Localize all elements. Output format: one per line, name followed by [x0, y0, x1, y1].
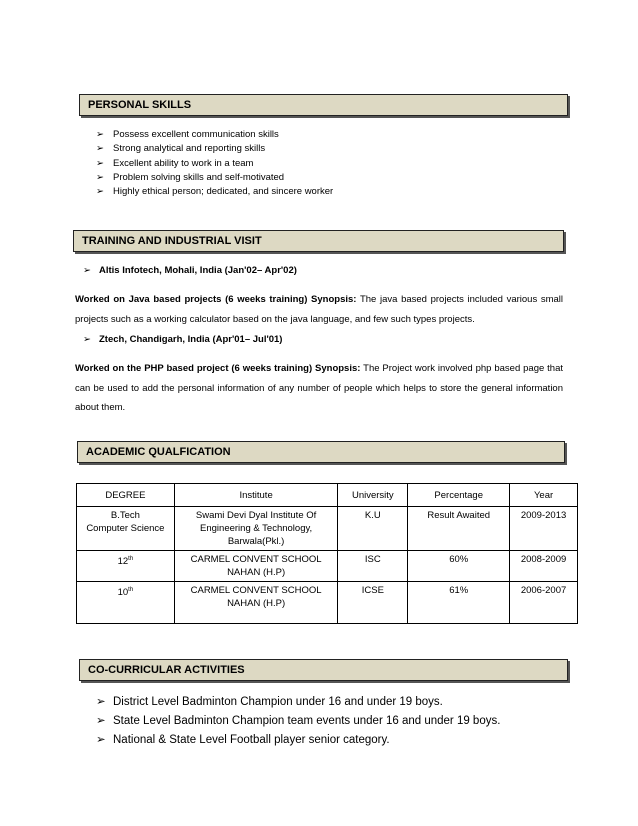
percentage-cell: 60%	[408, 551, 510, 582]
institute-cell: CARMEL CONVENT SCHOOL NAHAN (H.P)	[174, 551, 338, 582]
table-row	[77, 582, 578, 624]
list-item: ➢ Possess excellent communication skills	[96, 128, 556, 142]
arrow-bullet-icon: ➢	[96, 734, 106, 746]
university-cell: K.U	[338, 507, 408, 551]
table-row	[77, 551, 578, 582]
training-description-1	[75, 290, 563, 329]
training-org-1: ➢ Altis Infotech, Mohali, India (Jan'02– Apr'02)	[83, 265, 297, 276]
table-row	[77, 507, 578, 551]
column-header: Institute	[174, 484, 338, 507]
co-curricular-heading: CO-CURRICULAR ACTIVITIES	[79, 659, 568, 681]
year-cell: 2009-2013	[510, 507, 578, 551]
university-cell: ISC	[338, 551, 408, 582]
list-item: ➢ Problem solving skills and self-motivated	[96, 171, 556, 185]
training-description-2	[75, 359, 563, 418]
column-header: University	[338, 484, 408, 507]
arrow-bullet-icon: ➢	[96, 129, 104, 140]
arrow-bullet-icon: ➢	[96, 171, 104, 183]
institute-cell: Swami Devi Dyal Institute Of Engineering & Technology, Barwala(Pkl.)	[174, 507, 338, 551]
university-cell: ICSE	[338, 582, 408, 624]
percentage-cell: 61%	[408, 582, 510, 624]
arrow-bullet-icon: ➢	[96, 157, 104, 169]
arrow-bullet-icon: ➢	[96, 715, 106, 727]
training-heading: TRAINING AND INDUSTRIAL VISIT	[73, 230, 564, 252]
list-item: ➢ Strong analytical and reporting skills	[96, 142, 556, 156]
co-curricular-list	[96, 693, 566, 750]
list-item: ➢ Excellent ability to work in a team	[96, 157, 556, 171]
column-header: Year	[510, 484, 578, 507]
degree-cell: 12th	[77, 551, 175, 582]
institute-cell: CARMEL CONVENT SCHOOL NAHAN (H.P)	[174, 582, 338, 624]
column-header: Percentage	[408, 484, 510, 507]
training-title-2: Worked on the PHP based project (6 weeks training) Synopsis:	[75, 363, 361, 374]
arrow-bullet-icon: ➢	[83, 334, 91, 345]
training-text-2: The Project work involved php based page that can be used to add the personal information of any number of people which helps to store the general information about them.	[75, 363, 563, 413]
arrow-bullet-icon: ➢	[96, 143, 104, 155]
arrow-bullet-icon: ➢	[96, 696, 106, 708]
table-header-row	[77, 484, 578, 507]
academic-table	[76, 483, 578, 624]
percentage-cell: Result Awaited	[408, 507, 510, 551]
degree-cell: 10th	[77, 582, 175, 624]
list-item: ➢ District Level Badminton Champion under 16 and under 19 boys.	[96, 693, 566, 712]
year-cell: 2008-2009	[510, 551, 578, 582]
academic-heading: ACADEMIC QUALFICATION	[77, 441, 565, 463]
training-text-1: The java based projects included various small projects such as a working calculator based on the java language, and few such types projects.	[75, 294, 564, 325]
list-item: ➢ Highly ethical person; dedicated, and sincere worker	[96, 185, 556, 199]
list-item: ➢ State Level Badminton Champion team events under 16 and under 19 boys.	[96, 712, 566, 731]
arrow-bullet-icon: ➢	[96, 186, 104, 198]
personal-skills-heading: PERSONAL SKILLS	[79, 94, 568, 116]
year-cell: 2006-2007	[510, 582, 578, 624]
degree-cell: B.Tech Computer Science	[77, 507, 175, 551]
training-org-2: ➢ Ztech, Chandigarh, India (Apr'01– Jul'01)	[83, 334, 283, 345]
training-title-1: Worked on Java based projects (6 weeks training) Synopsis:	[75, 294, 357, 305]
arrow-bullet-icon: ➢	[83, 265, 91, 276]
personal-skills-list	[96, 128, 556, 199]
list-item: ➢ National & State Level Football player senior category.	[96, 731, 566, 750]
column-header: DEGREE	[77, 484, 175, 507]
